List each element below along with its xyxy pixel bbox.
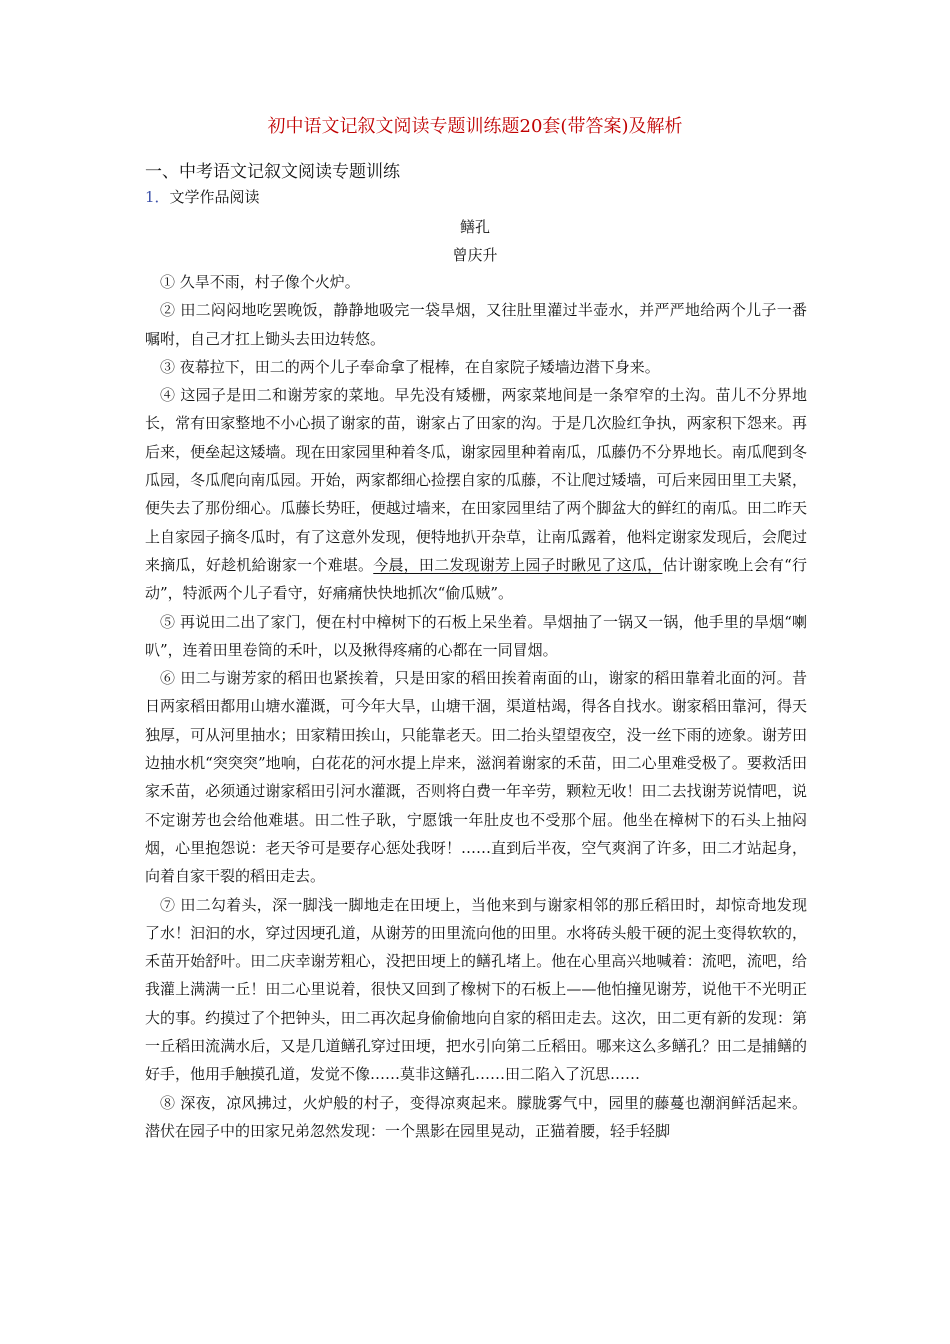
paragraph-3: ③ 夜幕拉下，田二的两个儿子奉命拿了棍棒，在自家院子矮墙边潜下身来。 xyxy=(160,357,660,376)
paragraph-6: ⑥ 田二与谢芳家的稻田也紧挨着，只是田家的稻田挨着南面的山，谢家的稻田靠着北面的河。昔日两家稻田都用山塘水灌溉，可今年大旱，山塘干涸，渠道枯竭，得各自找水。谢家稻田靠河，得天独厚，可从河里抽水；田家精田挨山，只能靠老天。田二抬头望望夜空，没一丝下雨的迹象。谢芳田边抽水机“突突突”地响，白花花的河水提上岸来，滋润着谢家的禾苗，田二心里难受极了。要救活田家禾苗，必须通过谢家稻田引河水灌溉，否则将白费一年辛劳，颗粒无收！田二去找谢芳说情吧，说不定谢芳也会给他难堪。田二性子耿，宁愿饿一年肚皮也不受那个屈。他坐在樟树下的石头上抽闷烟，心里抱怨说：老天爷可是要存心惩处我呀！……直到后半夜，空气爽润了许多，田二才站起身，向着自家干裂的稻田走去。 xyxy=(145,669,807,886)
paragraph-8: ⑧ 深夜，凉风拂过，火炉般的村子，变得凉爽起来。朦胧雾气中，园里的藤蔓也潮润鲜活起来。潜伏在园子中的田家兄弟忽然发现：一个黑影在园里晃动，正猫着腰，轻手轻脚 xyxy=(145,1093,807,1140)
paragraph-5: ⑤ 再说田二出了家门，便在村中樟树下的石板上呆坐着。旱烟抽了一锅又一锅，他手里的旱烟“喇叭”，连着田里卷筒的禾叶，以及揪得疼痛的心都在一同冒烟。 xyxy=(145,612,807,659)
paragraph-1: ① 久旱不雨，村子像个火炉。 xyxy=(160,273,360,291)
paragraph-4 xyxy=(145,381,807,607)
paragraph-4-underlined-sentence: 今晨，田二发现谢芳上园子时瞅见了这瓜， xyxy=(373,555,663,574)
paragraph-4-text-before: ④ 这园子是田二和谢芳家的菜地。早先没有矮栅，两家菜地间是一条窄窄的土沟。苗儿不分界地长，常有田家整地不小心损了谢家的苗，谢家占了田家的沟。于是几次脸红争执，两家积下怨来。再后来，便垒起这矮墙。现在田家园里种着冬瓜，谢家园里种着南瓜，瓜藤仍不分界地长。南瓜爬到冬瓜园，冬瓜爬向南瓜园。开始，两家都细心捡摆自家的瓜藤，不让爬过矮墙，可后来园田里工夫紧，便失去了那份细心。瓜藤长势旺，便越过墙来，在田家园里结了两个脚盆大的鲜红的南瓜。田二昨天上自家园子摘冬瓜时，有了这意外发现，便特地扒开杂草，让南瓜露着，他料定谢家发现后，会爬过来摘瓜，好趁机給谢家一个难堪。 xyxy=(145,386,807,574)
section-heading: 一、中考语文记叙文阅读专题训练 xyxy=(145,162,400,182)
paragraph-2: ② 田二闷闷地吃罢晚饭，静静地吸完一袋旱烟，又往肚里灌过半壶水，并严严地给两个儿子一番嘱咐，自己才扛上锄头去田边转悠。 xyxy=(145,301,807,348)
question-label: 文学作品阅读 xyxy=(169,188,260,206)
passage-title: 鳝孔 xyxy=(459,218,490,236)
passage-body xyxy=(145,268,807,1145)
passage-author: 曾庆升 xyxy=(452,246,498,264)
question-number: 1． xyxy=(145,188,170,206)
paragraph-7: ⑦ 田二勾着头，深一脚浅一脚地走在田埂上，当他来到与谢家相邻的那丘稻田时，却惊奇地发现了水！汩汩的水，穿过因埂孔道，从谢芳的田里流向他的田里。水将砖头般干硬的泥土变得软软的，禾苗开始舒叶。田二庆幸谢芳粗心，没把田埂上的鳝孔堵上。他在心里高兴地喊着：流吧，流吧，给我灌上满满一丘！田二心里说着，很快又回到了橡树下的石板上——他怕撞见谢芳，说他干不光明正大的事。约摸过了个把钟头，田二再次起身偷偷地向自家的稻田走去。这次，田二更有新的发现：第一丘稻田流满水后，又是几道鳝孔穿过田埂，把水引向第二丘稻田。哪来这么多鳝孔？田二是捕鳝的好手，他用手触摸孔道，发觉不像……莫非这鳝孔……田二陷入了沉思…… xyxy=(145,895,807,1084)
paragraph-4-text-after: 估计谢家晚上会有“行动”，特派两个儿子看守，好痛痛快快地抓次“偷瓜贼”。 xyxy=(145,555,807,603)
question-heading xyxy=(145,186,260,208)
document-title: 初中语文记叙文阅读专题训练题20套(带答案)及解析 xyxy=(267,116,683,137)
